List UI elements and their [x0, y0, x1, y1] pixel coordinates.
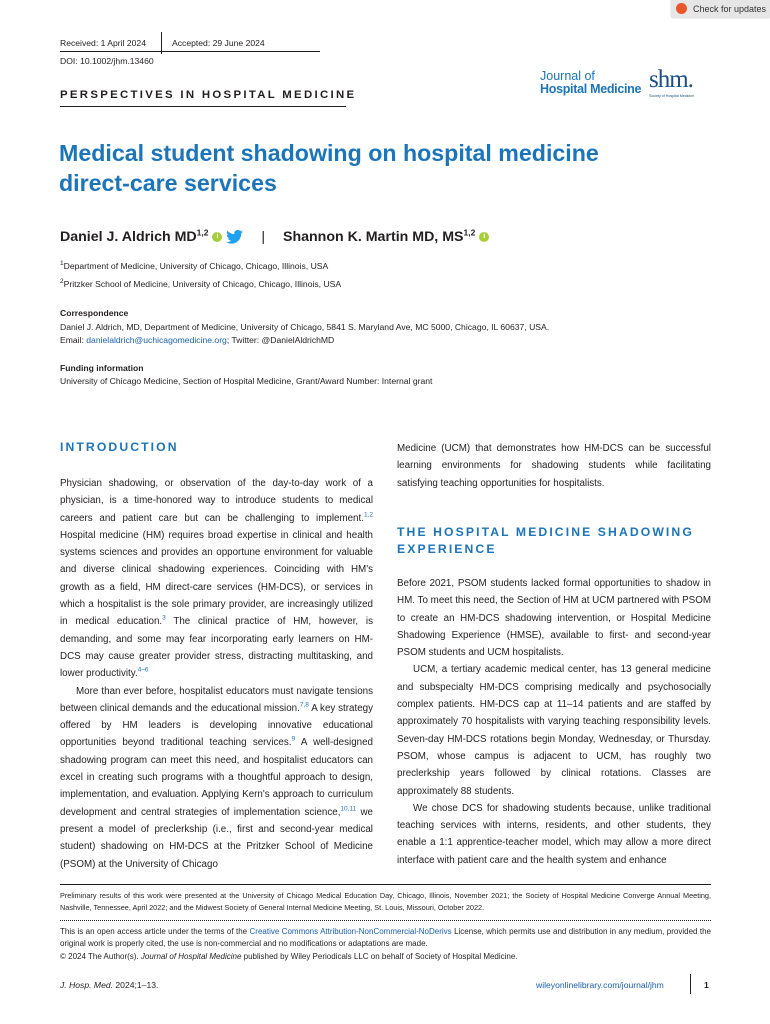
correspondence-label: Correspondence — [60, 308, 129, 318]
license-text: This is an open access article under the terms of the Creative Commons Attribution-NonCommercial-NoDerivs License, which permits use and distribution in any medium, provided the original work is properly cited, the use is non-commercial and no modifications or adaptations are made. — [60, 927, 711, 948]
affiliation-1 — [60, 260, 328, 272]
author-1-affiliations: 1,2 — [196, 227, 209, 238]
twitter-handle: ; Twitter: @DanielAldrichMD — [226, 335, 335, 345]
check-updates-label: Check for updates — [693, 4, 767, 14]
funding-label: Funding information — [60, 363, 144, 373]
intro-paragraph-1: Physician shadowing, or observation of the day-to-day work of a physician, is a time-honored way to introduce students to medical careers and patient care but can be challenging to implement.$^{1,2}$ Hospital medicine (HM) requires broad expertise in clinical and health systems sciences and provides an opportune environment for valuable and diverse clinical shadowing experiences. Coinciding with HM's growth as a field, HM direct-care services (HM-DCS), or services in which a hospitalist is the sole primary provider, are increasingly utilized in medical education.$^3$ The clinical practice of HM, however, is demanding, and some may fear incorporating early learners on HM-DCS may cause greater provider stress, distracting multitasking, and lower productivity.$^{4-6}$ — [60, 478, 373, 680]
refresh-icon — [676, 3, 687, 14]
author-1-name[interactable]: Daniel J. Aldrich MD — [60, 229, 197, 245]
affiliation-1-text: Department of Medicine, University of Chicago, Chicago, Illinois, USA — [63, 261, 329, 271]
journal-logo-line2: Hospital Medicine — [540, 82, 642, 96]
funding-text: University of Chicago Medicine, Section of Hospital Medicine, Grant/Award Number: Internal grant — [60, 376, 433, 386]
author-2-name[interactable]: Shannon K. Martin MD, MS — [282, 229, 464, 245]
orcid-icon[interactable]: i — [212, 232, 222, 242]
hmse-paragraph-1: Before 2021, PSOM students lacked formal opportunities to shadow in HM. To meet this need, the Section of HM at UCM partnered with PSOM to create an HM-DCS shadowing intervention, or Hospital Medicine Shadowing Experience (HMSE), available to first- and second-year PSOM students and UCM hospitalists. — [397, 578, 711, 659]
shm-logo-mark: shm. — [649, 66, 693, 93]
citation-link[interactable]: 4–6 — [137, 667, 149, 674]
author-separator: | — [261, 229, 266, 245]
article-title — [59, 138, 599, 198]
header-rule — [60, 51, 320, 52]
citation: J. Hosp. Med. 2024;1–13. — [60, 980, 159, 990]
footnote-rule — [60, 884, 711, 885]
shm-logo — [649, 68, 713, 100]
affiliation-2-text: Pritzker School of Medicine, University of Chicago, Chicago, Illinois, USA — [63, 279, 342, 289]
footer-divider — [690, 974, 691, 994]
article-title-line2: direct-care services — [59, 170, 277, 196]
citation-link[interactable]: 7,8 — [299, 701, 309, 709]
section-label: PERSPECTIVES IN HOSPITAL MEDICINE — [60, 89, 357, 101]
correspondence-text: Daniel J. Aldrich, MD, Department of Medicine, University of Chicago, 5841 S. Maryland Ave, MC 5000, Chicago, IL 60637, USA. — [60, 322, 550, 332]
shadowing-experience-heading: THE HOSPITAL MEDICINE SHADOWING EXPERIENCE — [397, 525, 694, 556]
citation-link[interactable]: 1,2 — [363, 511, 373, 519]
preliminary-results-note: Preliminary results of this work were presented at the University of Chicago Medical Education Day, Chicago, Illinois, November 2021; the Society of Hospital Medicine Converge Annual Meeting, Nashville, Tennessee, April 2022; and the Midwest Society of General Internal Medicine Meeting, St. Louis, Missouri, October 2022. — [60, 891, 711, 912]
twitter-icon[interactable] — [226, 230, 243, 244]
hmse-paragraph-3: We chose DCS for shadowing students because, unlike traditional teaching services with interns, residents, and other students, they enable a 1:1 apprentice-teacher model, which may allow a more direct interface with patient care and the health system and enhance — [397, 802, 711, 866]
hmse-paragraph-2: UCM, a tertiary academic medical center, has 13 general medicine and subspecialty HM-DCS comprising medically and psychosocially complex patients. HM-DCS cap at 11–14 patients and are staffed by approximately 70 hospitalists with varying teaching responsibility levels. Seven-day HM-DCS rotations begin Monday, Wednesday, or Thursday. PSOM, whose campus is adjacent to UCM, has roughly two preclerkship years followed by clinical rotations. Classes are approximately 88 students. — [397, 664, 711, 797]
right-column-top-text — [397, 440, 711, 492]
email-prefix: Email: — [60, 335, 87, 345]
journal-logo — [540, 70, 642, 100]
intro-paragraph-2: More than ever before, hospitalist educators must navigate tensions between clinical demands and the educational mission.$^{7,8}$ A key strategy offered by HM leaders is developing innovative educational opportunities beyond traditional teaching services.$^9$ A well-designed shadowing program can meet this need, and hospitalist educators can excel in creating such programs with a thoughtful approach to design, implementation, and evaluation. Applying Kern's approach to curriculum development and central strategies of implementation science,$^{10,11}$ we present a model of preclerkship (i.e., first and second-year medical student) shadowing on HM-DCS at the Pritzker School of Medicine (PSOM) at the University of Chicago — [60, 685, 374, 870]
doi: DOI: 10.1002/jhm.13460 — [60, 56, 154, 66]
affiliation-2 — [60, 278, 341, 290]
intro-paragraph-continued: Medicine (UCM) that demonstrates how HM-DCS can be successful learning environments for shadowing students while facilitating satisfying teaching opportunities for hospitalists. — [397, 443, 711, 489]
authors — [60, 227, 489, 247]
introduction-heading: INTRODUCTION — [60, 440, 179, 454]
license-divider — [60, 920, 711, 921]
journal-url-link[interactable]: wileyonlinelibrary.com/journal/jhm — [536, 980, 664, 990]
affiliation-1-marker: 1 — [60, 260, 64, 268]
section-label-rule — [60, 106, 346, 107]
author-2-affiliations: 1,2 — [463, 227, 476, 238]
right-column-text — [397, 575, 711, 869]
orcid-icon[interactable]: i — [479, 232, 489, 242]
citation-link[interactable]: 3 — [162, 615, 166, 623]
email-link[interactable]: danielaldrich@uchicagomedicine.org — [86, 335, 227, 345]
journal-logo-line1: Journal of — [540, 69, 595, 83]
received-date: Received: 1 April 2024 — [60, 38, 146, 48]
creative-commons-link[interactable]: Creative Commons Attribution-NonCommercial-NoDerivs — [249, 927, 452, 936]
left-column-text — [60, 475, 373, 873]
check-for-updates-button[interactable] — [671, 0, 770, 18]
shm-logo-subtitle: Society of Hospital Medicine — [649, 94, 695, 98]
page-number: 1 — [704, 980, 709, 990]
accepted-date: Accepted: 29 June 2024 — [172, 38, 265, 48]
correspondence-contact — [60, 334, 334, 346]
affiliation-2-marker: 2 — [60, 278, 64, 286]
article-title-line1: Medical student shadowing on hospital medicine — [59, 140, 599, 166]
citation-link[interactable]: 9 — [291, 736, 296, 744]
citation-link[interactable]: 10,11 — [340, 805, 357, 813]
copyright-text: © 2024 The Author(s). Journal of Hospital Medicine published by Wiley Periodicals LLC on behalf of Society of Hospital Medicine. — [60, 952, 518, 961]
